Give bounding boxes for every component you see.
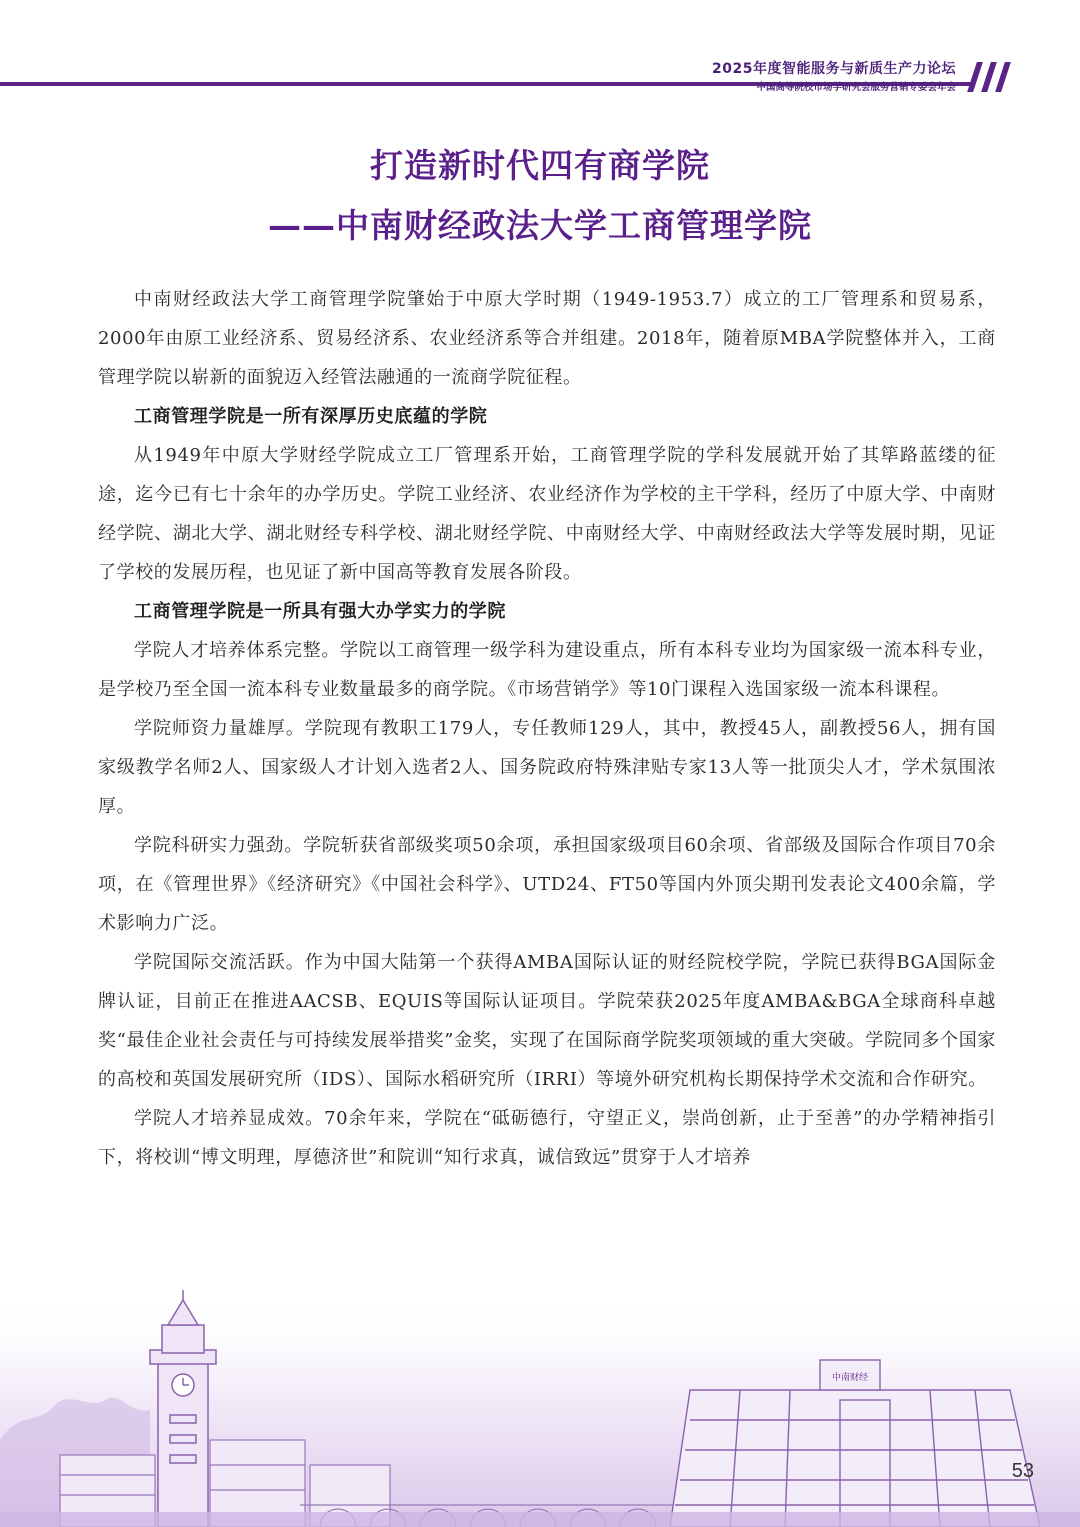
page-subtitle: ——中南财经政法大学工商管理学院 (268, 206, 812, 245)
slash-mark (967, 62, 983, 92)
section-heading: 工商管理学院是一所有深厚历史底蕴的学院 (134, 406, 488, 427)
paragraph: 学院人才培养体系完整。学院以工商管理一级学科为建设重点，所有本科专业均为国家级一流本科专业，是学校乃至全国一流本科专业数量最多的商学院。《市场营销学》等10门课程入选国家级一流本科课程。 (98, 640, 996, 700)
section-heading: 工商管理学院是一所具有强大办学实力的学院 (134, 601, 506, 622)
building-sign: 中南财经 (831, 1373, 869, 1383)
paragraph: 学院国际交流活跃。作为中国大陆第一个获得AMBA国际认证的财经院校学院，学院已获得BGA国际金牌认证，目前正在推进AACSB、EQUIS等国际认证项目。学院荣获2025年度AMBA&BGA全球商科卓越奖“最佳企业社会责任与可持续发展举措奖”金奖，实现了在国际商学院奖项领域的重大突破。学院同多个国家的高校和英国发展研究所（IDS）、国际水稻研究所（IRRI）等境外研究机构长期保持学术交流和合作研究。 (98, 952, 996, 1090)
paragraph: 学院科研实力强劲。学院斩获省部级奖项50余项，承担国家级项目60余项、省部级及国际合作项目70余项，在《管理世界》《经济研究》《中国社会科学》、UTD24、FT50等国内外顶尖期刊发表论文400余篇，学术影响力广泛。 (98, 835, 996, 934)
organizer-subtitle: 中国高等院校市场学研究会服务营销专委会年会 (756, 82, 956, 93)
forum-title: 2025年度智能服务与新质生产力论坛 (712, 61, 956, 77)
page-title: 打造新时代四有商学院 (370, 146, 710, 185)
slash-mark (981, 62, 997, 92)
campus-illustration (0, 1290, 1080, 1527)
paragraph: 学院师资力量雄厚。学院现有教职工179人，专任教师129人，其中，教授45人，副教授56人，拥有国家级教学名师2人、国家级人才计划入选者2人、国务院政府特殊津贴专家13人等一批顶尖人才，学术氛围浓厚。 (98, 718, 996, 817)
page-number: 53 (1011, 1460, 1034, 1482)
ground-strip (0, 1512, 1080, 1527)
paragraph: 中南财经政法大学工商管理学院肇始于中原大学时期（1949-1953.7）成立的工厂管理系和贸易系，2000年由原工业经济系、贸易经济系、农业经济系等合并组建。2018年，随着原MBA学院整体并入，工商管理学院以崭新的面貌迈入经管法融通的一流商学院征程。 (98, 289, 996, 388)
article-body (98, 280, 996, 1177)
paragraph: 从1949年中原大学财经学院成立工厂管理系开始，工商管理学院的学科发展就开始了其筚路蓝缕的征途，迄今已有七十余年的办学历史。学院工业经济、农业经济作为学校的主干学科，经历了中原大学、中南财经学院、湖北大学、湖北财经专科学校、湖北财经学院、中南财经大学、中南财经政法大学等发展时期，见证了学校的发展历程，也见证了新中国高等教育发展各阶段。 (98, 445, 996, 583)
header-slash-decoration (966, 62, 1066, 92)
slash-mark (995, 62, 1011, 92)
paragraph: 学院人才培养显成效。70余年来，学院在“砥砺德行，守望正义，崇尚创新，止于至善”的办学精神指引下，将校训“博文明理，厚德济世”和院训“知行求真，诚信致远”贯穿于人才培养 (98, 1108, 996, 1168)
